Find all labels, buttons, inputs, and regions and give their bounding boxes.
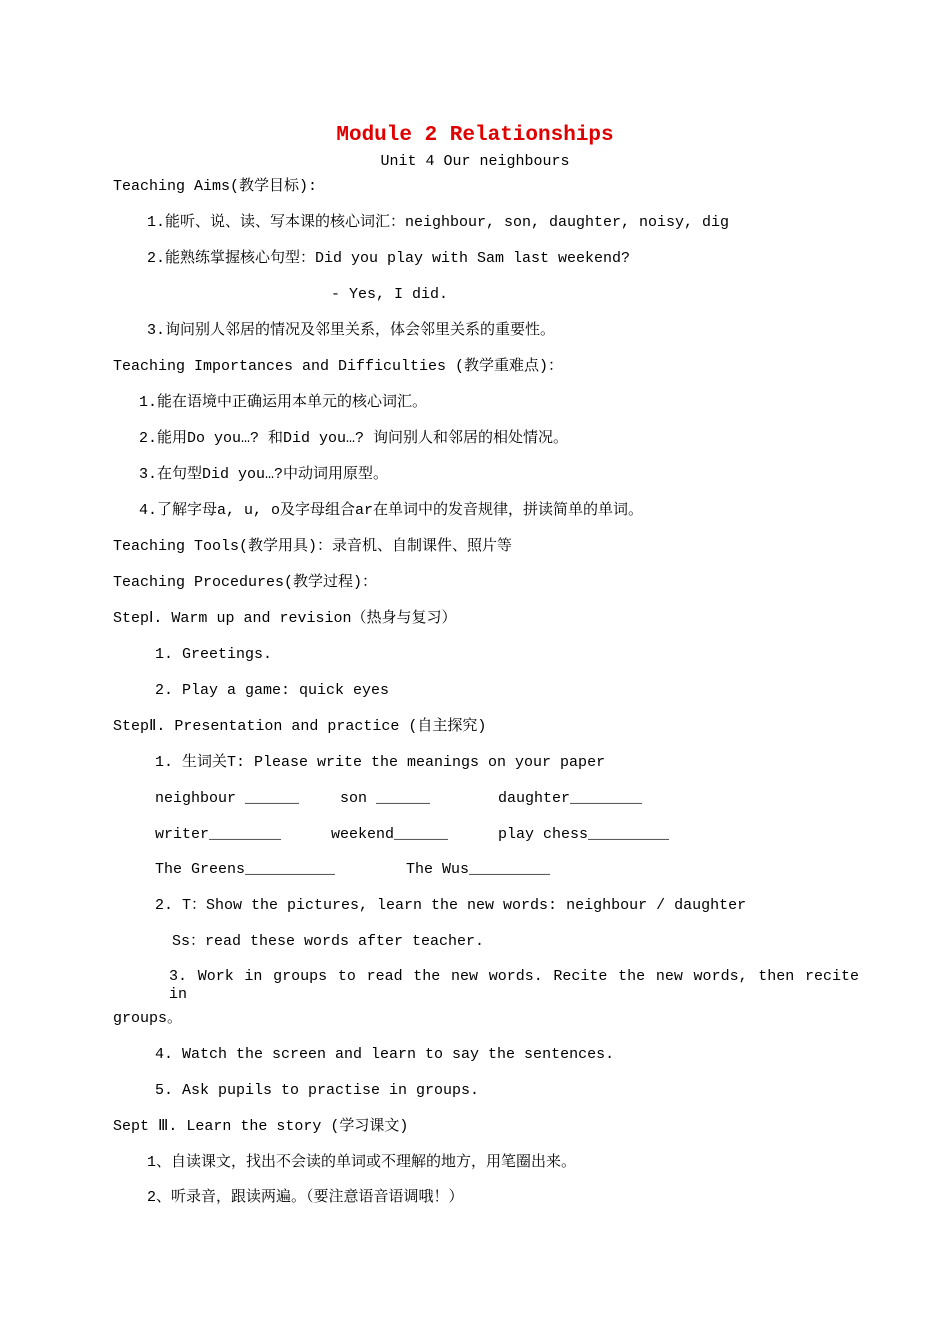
tools-line: Teaching Tools(教学用具)：录音机、自制课件、照片等: [113, 538, 513, 555]
step2-item-3: 3. Work in groups to read the new words. Recite the new words, then recite in: [169, 968, 859, 1003]
aims-heading: Teaching Aims(教学目标):: [113, 178, 318, 195]
blank-the-wus: The Wus_________: [406, 861, 551, 878]
step2-item-5: 5. Ask pupils to practise in groups.: [155, 1082, 480, 1099]
blank-son: son ______: [340, 790, 431, 807]
importance-item-3: 3.在句型Did you…?中动词用原型。: [139, 466, 389, 483]
step3-item-1: 1、自读课文，找出不会读的单词或不理解的地方，用笔圈出来。: [147, 1154, 577, 1171]
aim-item-2: 2.能熟练掌握核心句型：Did you play with Sam last weekend?: [147, 250, 631, 267]
module-title: Module 2 Relationships: [336, 124, 614, 147]
unit-subtitle: Unit 4 Our neighbours: [380, 153, 570, 170]
step2-heading: StepⅡ. Presentation and practice (自主探究): [113, 718, 487, 735]
importance-item-4: 4.了解字母a, u, o及字母组合ar在单词中的发音规律，拼读简单的单词。: [139, 502, 644, 519]
step1-item-2: 2. Play a game: quick eyes: [155, 682, 390, 699]
step3-item-2: 2、听录音，跟读两遍。（要注意语音语调哦！）: [147, 1189, 464, 1206]
aim-item-2-answer: - Yes, I did.: [331, 286, 449, 303]
step2-item-2-ss: Ss：read these words after teacher.: [172, 933, 485, 950]
blank-weekend: weekend______: [331, 826, 449, 843]
step2-item-4: 4. Watch the screen and learn to say the sentences.: [155, 1046, 615, 1063]
step1-item-1: 1. Greetings.: [155, 646, 273, 663]
importance-item-2: 2.能用Do you…? 和Did you…? 询问别人和邻居的相处情况。: [139, 430, 569, 447]
step1-heading: StepⅠ. Warm up and revision（热身与复习）: [113, 610, 457, 627]
step3-heading: Sept Ⅲ. Learn the story (学习课文): [113, 1118, 409, 1135]
blank-neighbour: neighbour ______: [155, 790, 300, 807]
blank-daughter: daughter________: [498, 790, 643, 807]
blank-writer: writer________: [155, 826, 282, 843]
importances-heading: Teaching Importances and Difficulties (教学重难点)：: [113, 358, 564, 375]
step2-item-3-cont: groups。: [113, 1010, 183, 1027]
aim-item-3: 3.询问别人邻居的情况及邻里关系，体会邻里关系的重要性。: [147, 322, 556, 339]
aim-item-1: 1.能听、说、读、写本课的核心词汇：neighbour, son, daughter, noisy, dig: [147, 214, 730, 231]
blank-play-chess: play chess_________: [498, 826, 670, 843]
blank-the-greens: The Greens__________: [155, 861, 336, 878]
step2-item-2: 2. T：Show the pictures, learn the new words: neighbour / daughter: [155, 897, 747, 914]
procedures-heading: Teaching Procedures(教学过程)：: [113, 574, 378, 591]
step2-item-1: 1. 生词关T: Please write the meanings on your paper: [155, 754, 606, 771]
importance-item-1: 1.能在语境中正确运用本单元的核心词汇。: [139, 394, 428, 411]
